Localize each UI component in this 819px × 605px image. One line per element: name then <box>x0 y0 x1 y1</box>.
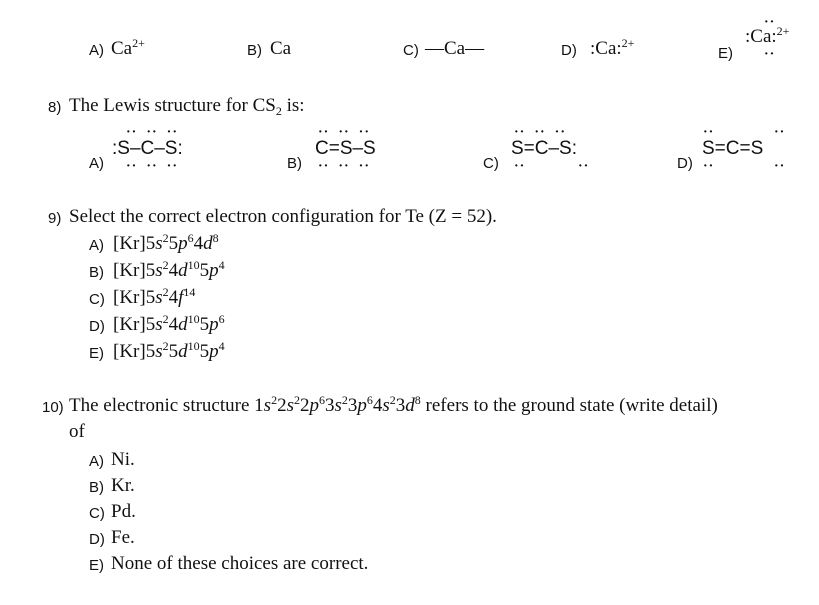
q7-option-d-symbol: Ca <box>595 38 617 59</box>
q8-option-c-lewis: ·· ·· ·· S=C–S: ·· ·· <box>511 125 590 174</box>
q10-option-d-text: Fe. <box>111 527 135 548</box>
q10-option-d-label: D) <box>89 531 105 548</box>
q9-option-c-text: $[Kr]5s^24f^{14}$ <box>113 285 196 308</box>
q7-option-d-text: :Ca:$^{2+}$ <box>590 36 635 59</box>
q8-option-c-label: C) <box>483 155 499 172</box>
q7-option-c-label: C) <box>403 42 419 59</box>
q8-option-b-label: B) <box>287 155 302 172</box>
q10-question: The electronic structure $1s^22s^22p^63s^23p^64s^23d^8$ refers to the ground state (write detail) <box>69 393 718 416</box>
q8-option-d-structure: S=C=S <box>702 138 764 159</box>
q8-option-b-lewis: ·· ·· ·· C=S–S ·· ·· ·· <box>315 125 376 174</box>
q8-option-a-structure: :S–C–S: <box>112 138 183 159</box>
q7-option-e-symbol: Ca <box>750 26 772 47</box>
q8-question-subscript: 2 <box>275 104 282 118</box>
q9-option-a-label: A) <box>89 237 104 254</box>
q10-option-e-text: None of these choices are correct. <box>111 553 369 574</box>
q8-number: 8) <box>48 99 62 116</box>
q9-option-d-label: D) <box>89 318 105 335</box>
q9-option-e-label: E) <box>89 345 104 362</box>
q8-question <box>69 95 305 117</box>
q9-number: 9) <box>48 210 62 227</box>
q7-option-d-charge: 2+ <box>621 36 635 50</box>
q10-option-b-label: B) <box>89 479 104 496</box>
q10-question-wrap: of <box>69 421 85 442</box>
q10-option-c-text: Pd. <box>111 501 136 522</box>
q7-option-a-text: $Ca^{2+}$ <box>111 36 145 59</box>
q7-option-b-text: Ca <box>270 38 292 59</box>
q9-option-a-text: $[Kr]5s^25p^64d^8$ <box>113 231 219 254</box>
q8-question-text: The Lewis structure for CS <box>69 95 276 116</box>
q7-option-e-label: E) <box>718 45 733 62</box>
q10-option-b-text: Kr. <box>111 475 135 496</box>
q9-option-b-text: $[Kr]5s^24d^{10}5p^4$ <box>113 258 225 281</box>
q9-option-d-text: $[Kr]5s^24d^{10}5p^6$ <box>113 312 225 335</box>
q7-option-e-lewis: ·· :Ca:$^{2+}$ ·· <box>745 15 790 62</box>
q7-option-d-label: D) <box>561 42 577 59</box>
q9-option-b-label: B) <box>89 264 104 281</box>
q8-option-a-label: A) <box>89 155 104 172</box>
q7-option-c-text: —Ca— <box>425 38 485 59</box>
q9-option-c-label: C) <box>89 291 105 308</box>
q10-question-post: refers to the ground state (write detail) <box>420 395 718 416</box>
q8-option-c-structure: S=C–S: <box>511 138 578 159</box>
q10-option-e-label: E) <box>89 557 104 574</box>
q8-option-d-label: D) <box>677 155 693 172</box>
q8-option-b-structure: C=S–S <box>315 138 376 159</box>
q8-option-d-lewis: ·· ·· S=C=S ·· ·· <box>702 125 786 174</box>
q10-option-a-label: A) <box>89 453 104 470</box>
q8-question-end: is: <box>281 95 305 116</box>
q7-option-a-label: A) <box>89 42 104 59</box>
q9-question: Select the correct electron configuration for Te (Z = 52). <box>69 206 497 227</box>
q10-option-a-text: Ni. <box>111 449 135 470</box>
q10-question-pre: The electronic structure <box>69 395 255 416</box>
q10-number: 10) <box>42 399 64 416</box>
q8-option-a-lewis: ·· ·· ·· :S–C–S: ·· ·· ·· <box>112 125 183 174</box>
q7-option-b-label: B) <box>247 42 262 59</box>
q10-option-c-label: C) <box>89 505 105 522</box>
q7-option-e-charge: 2+ <box>776 24 790 38</box>
q9-option-e-text: $[Kr]5s^25d^{10}5p^4$ <box>113 339 225 362</box>
